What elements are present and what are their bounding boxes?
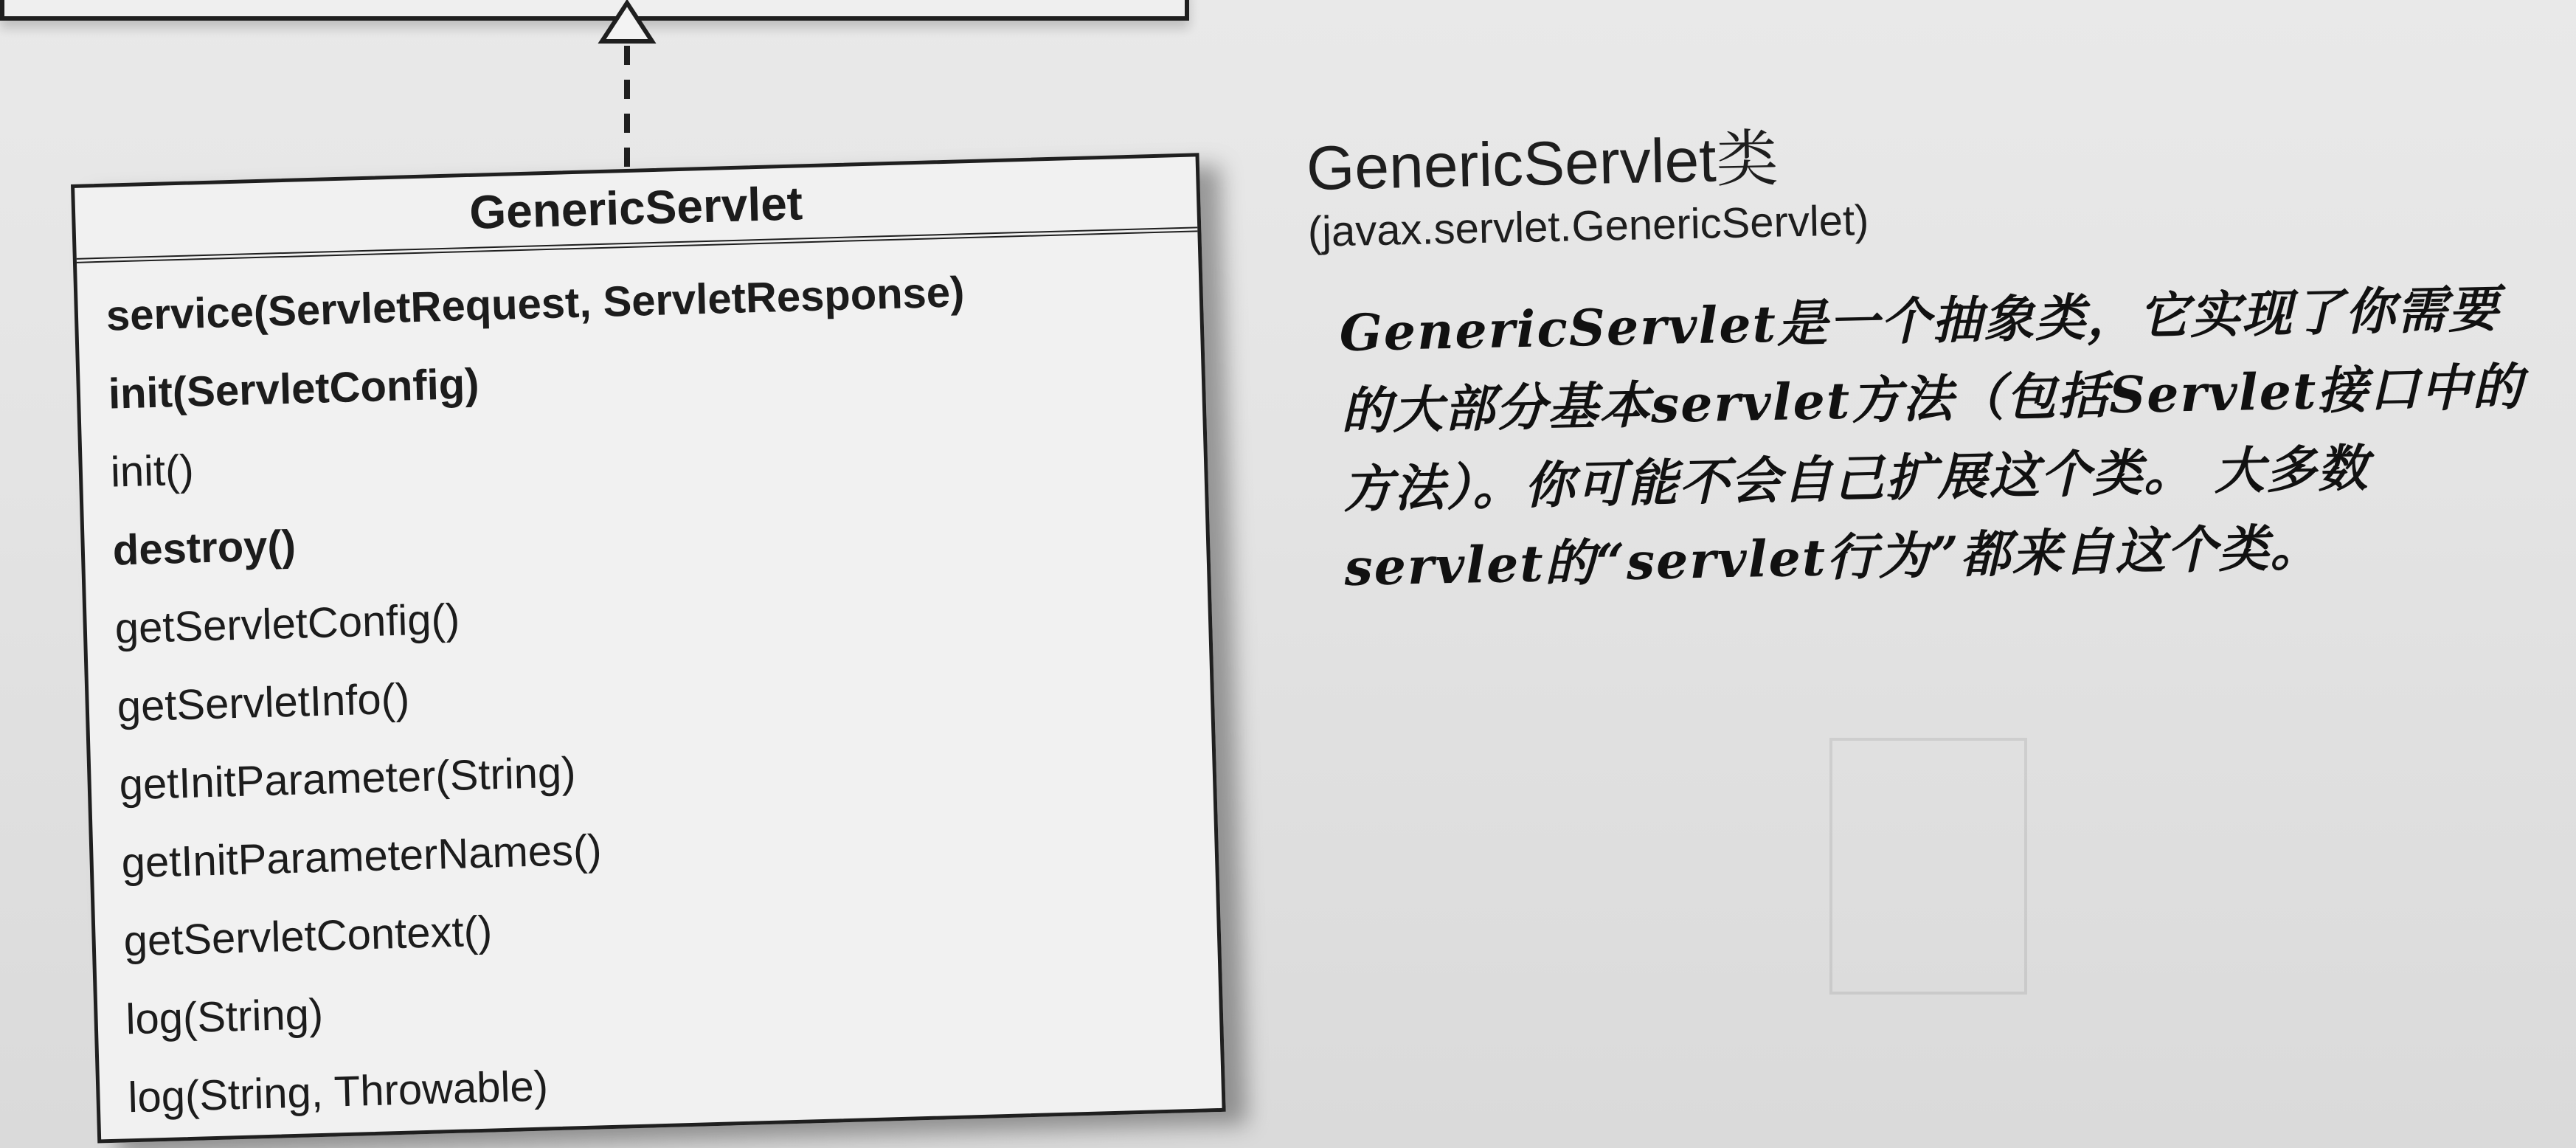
inheritance-arrow	[575, 0, 679, 177]
class-box-generic-servlet	[71, 153, 1226, 1143]
method-item: log(String)	[125, 989, 324, 1044]
method-item: getInitParameterNames()	[120, 826, 603, 888]
method-item: getInitParameter(String)	[118, 748, 577, 809]
method-item: getServletConfig()	[114, 595, 460, 653]
method-list	[77, 232, 1222, 1138]
method-item: init()	[110, 446, 195, 497]
class-name: GenericServlet	[468, 176, 803, 239]
method-item: getServletContext()	[122, 907, 494, 966]
annotation-description: GenericServlet是一个抽象类，它实现了你需要的大部分基本servlet方法（包括Servlet接口中的方法）。你可能不会自己扩展这个类。 大多数servlet的“servlet行为”都来自这个类。	[1338, 280, 2525, 598]
annotation-package: (javax.servlet.GenericServlet)	[1307, 196, 1870, 256]
annotation	[1306, 106, 2569, 607]
bleed-through-box	[1829, 738, 2027, 995]
method-item: getServletInfo()	[116, 674, 411, 731]
method-item: init(ServletConfig)	[108, 359, 480, 418]
method-item: log(String, Throwable)	[127, 1062, 549, 1122]
method-item: destroy()	[111, 521, 297, 575]
annotation-title: GenericServlet类	[1306, 123, 1779, 203]
inheritance-arrowhead	[602, 3, 652, 41]
method-item: service(ServletRequest, ServletResponse)	[105, 268, 966, 340]
